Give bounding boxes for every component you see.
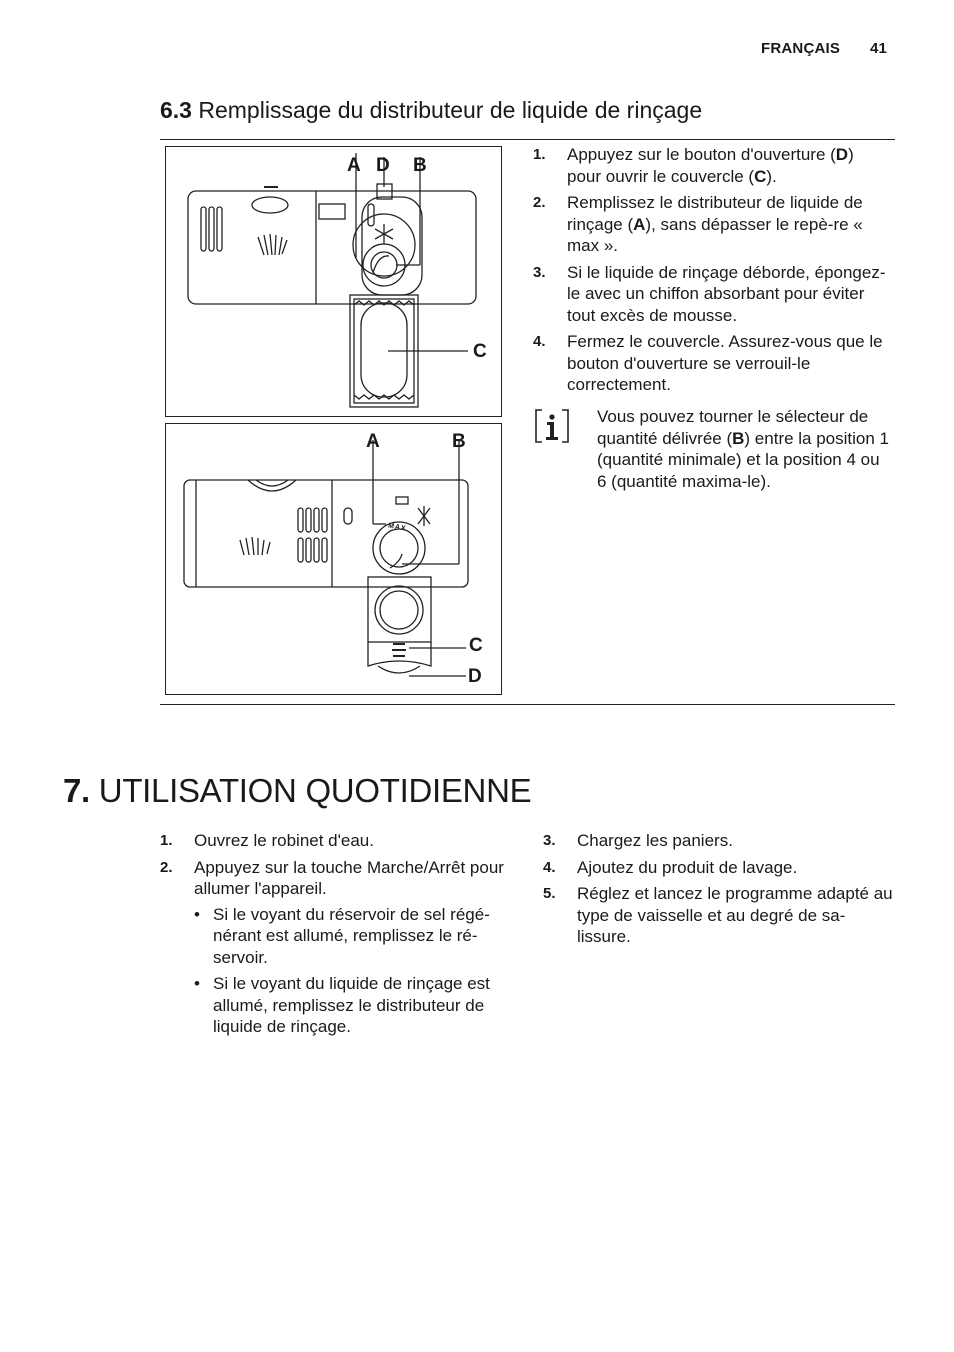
section-7-left-column bbox=[160, 830, 515, 1043]
label-c: C bbox=[473, 341, 487, 362]
bullet-item: • Si le voyant du réservoir de sel régé-nérant est allumé, remplissez le ré-servoir. bbox=[194, 904, 515, 969]
dial-max-text: MAX bbox=[387, 522, 408, 533]
section-top-rule bbox=[160, 139, 895, 140]
label-c: C bbox=[469, 635, 483, 656]
section-7-right-column bbox=[543, 830, 898, 953]
list-item: 1. Appuyez sur le bouton d'ouverture (D) pour ouvrir le couvercle (C). bbox=[533, 145, 854, 186]
section-number: 6.3 bbox=[160, 97, 192, 123]
list-item: 1. Ouvrez le robinet d'eau. bbox=[160, 831, 374, 850]
list-item: 3. Si le liquide de rinçage déborde, épongez-le avec un chiffon absorbant pour éviter tout excès de mousse. bbox=[533, 262, 886, 325]
chapter-heading bbox=[63, 772, 531, 810]
chapter-number: 7. bbox=[63, 772, 90, 809]
label-b: B bbox=[452, 431, 466, 452]
list-item: 2. Remplissez le distributeur de liquide de rinçage (A), sans dépasser le repè-re « max ». bbox=[533, 193, 863, 255]
info-icon bbox=[533, 407, 571, 445]
bullet-item: • Si le voyant du liquide de rinçage est allumé, remplissez le distributeur de liquide de rinçage. bbox=[194, 973, 515, 1038]
section-6-3-heading bbox=[160, 97, 702, 124]
label-a: A bbox=[366, 431, 380, 452]
figure-dispenser-top bbox=[165, 146, 502, 417]
list-item: 2. Appuyez sur la touche Marche/Arrêt pour allumer l'appareil. • Si le voyant du réservoir de sel régé-nérant est allumé, remplissez le ré-servoir. • Si le voyant du liquide de rinçage est allumé, remplissez le distributeur de liquide de rinçage. bbox=[160, 857, 515, 1038]
section-bottom-rule bbox=[160, 704, 895, 705]
section-6-3-steps bbox=[533, 144, 889, 401]
list-item: 4. Fermez le couvercle. Assurez-vous que le bouton d'ouverture se verrouil-le correctement. bbox=[533, 332, 883, 394]
list-item: 5. Réglez et lancez le programme adapté au type de vaisselle et au degré de sa-lissure. bbox=[543, 884, 893, 946]
label-d: D bbox=[376, 155, 390, 176]
dispenser-bottom-illustration bbox=[166, 424, 503, 696]
header-language: FRANÇAIS bbox=[761, 40, 841, 57]
page-number: 41 bbox=[870, 40, 888, 57]
label-b: B bbox=[413, 155, 427, 176]
list-item: 4. Ajoutez du produit de lavage. bbox=[543, 857, 798, 877]
dispenser-top-illustration bbox=[166, 147, 503, 418]
section-title: Remplissage du distributeur de liquide de rinçage bbox=[198, 97, 703, 123]
list-item: 3. Chargez les paniers. bbox=[543, 831, 733, 850]
info-note: Vous pouvez tourner le sélecteur de quantité délivrée (B) entre la position 1 (quantité minimale) et la position 4 ou 6 (quantité maxima-le). bbox=[597, 407, 890, 491]
label-d: D bbox=[468, 666, 482, 687]
label-a: A bbox=[347, 155, 361, 176]
figure-dispenser-bottom bbox=[165, 423, 502, 695]
chapter-title: UTILISATION QUOTIDIENNE bbox=[98, 772, 532, 809]
